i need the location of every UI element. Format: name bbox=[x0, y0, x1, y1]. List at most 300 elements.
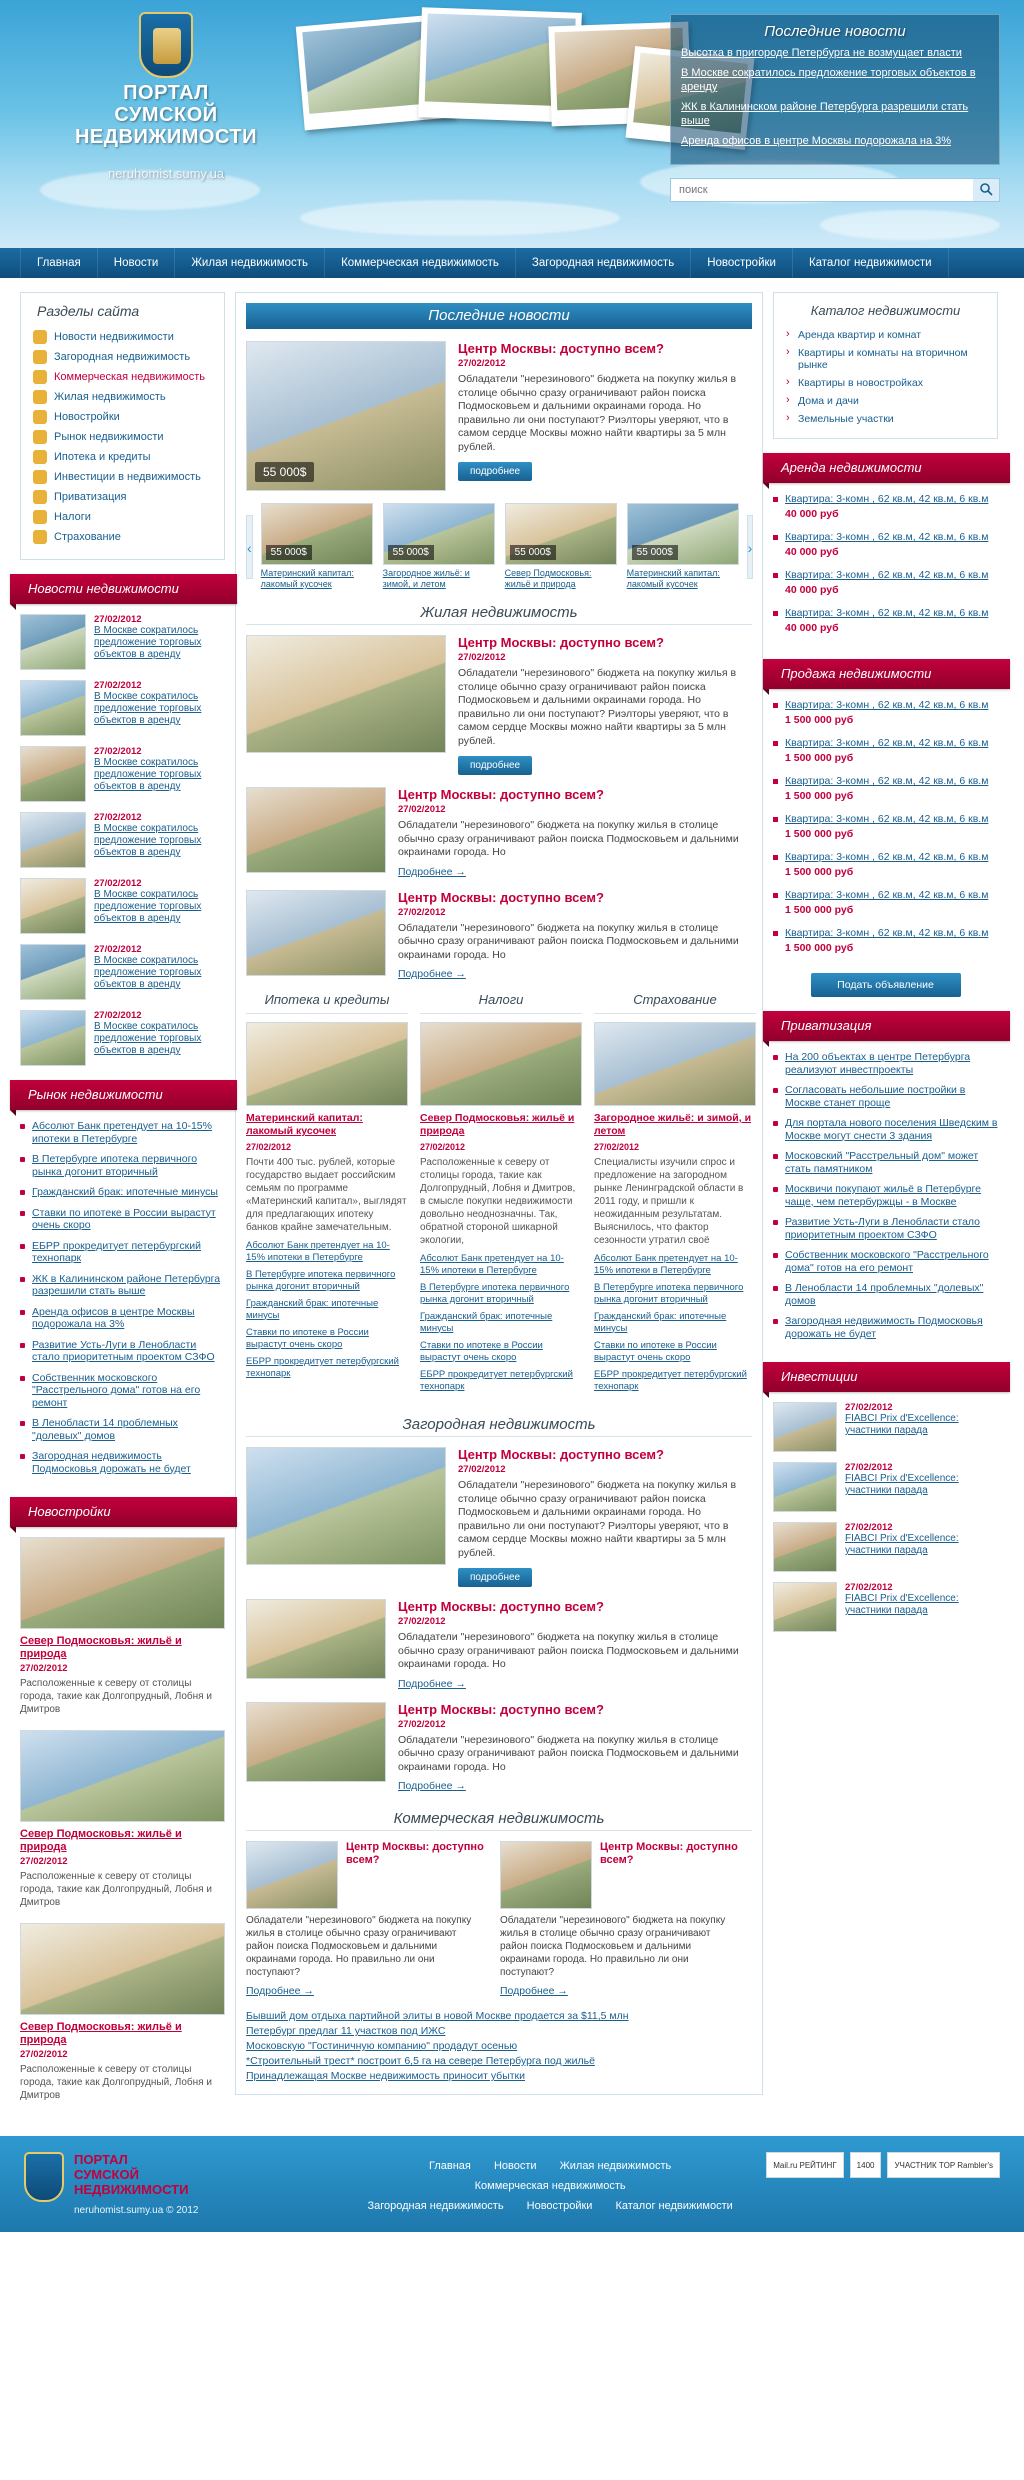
residential-lead-article[interactable] bbox=[246, 635, 752, 775]
footer-nav-newbuildings[interactable]: Новостройки bbox=[526, 2200, 593, 2212]
sale-offer[interactable] bbox=[773, 889, 998, 927]
offer-title[interactable]: Квартира: 3-комн , 62 кв.м, 42 кв.м, 6 кв.м bbox=[785, 737, 989, 749]
list-item[interactable]: В Петербурге ипотека первичного рынка догонит вторичный bbox=[246, 1269, 396, 1292]
rent-offer[interactable] bbox=[773, 493, 998, 531]
header-news-link[interactable]: Высотка в пригороде Петербурга не возмущает власти bbox=[681, 47, 962, 59]
list-item[interactable]: Ставки по ипотеке в России вырастут очень скоро bbox=[246, 1327, 369, 1350]
article-date: 27/02/2012 bbox=[398, 1616, 446, 1627]
nav-item-catalog[interactable]: Каталог недвижимости bbox=[793, 248, 949, 278]
list-item[interactable]: Гражданский брак: ипотечные минусы bbox=[420, 1311, 553, 1334]
read-more-link[interactable]: Подробнее → bbox=[398, 968, 466, 980]
list-item[interactable]: ЕБРР прокредитует петербургский технопарк bbox=[20, 1240, 225, 1273]
rent-offer[interactable] bbox=[773, 569, 998, 607]
rent-offer[interactable] bbox=[773, 607, 998, 645]
carousel-item[interactable] bbox=[383, 503, 495, 590]
list-item[interactable] bbox=[20, 878, 225, 934]
footer-nav-news[interactable]: Новости bbox=[493, 2160, 537, 2172]
counter-badge[interactable]: 1400 bbox=[850, 2152, 882, 2178]
newbuilding-title[interactable]: Север Подмосковья: жильё и природа bbox=[20, 1828, 182, 1853]
list-item[interactable]: На 200 объектах в центре Петербурга реализуют инвестпроекты bbox=[773, 1051, 998, 1084]
rent-heading: Аренда недвижимости bbox=[763, 453, 1010, 483]
news-title-link[interactable]: В Москве сократилось предложение торговых объектов в аренду bbox=[94, 757, 202, 792]
country-article[interactable] bbox=[246, 1702, 752, 1793]
offer-price: 1 500 000 руб bbox=[785, 866, 854, 878]
market-links-list bbox=[20, 1120, 225, 1483]
offer-title[interactable]: Квартира: 3-комн , 62 кв.м, 42 кв.м, 6 кв.м bbox=[785, 569, 989, 581]
sale-offer[interactable] bbox=[773, 737, 998, 775]
right-sidebar bbox=[773, 292, 998, 1642]
list-item[interactable]: Бывший дом отдыха партийной элиты в новой Москве продается за $11,5 млн bbox=[246, 2010, 629, 2022]
article-date: 27/02/2012 bbox=[458, 1464, 506, 1475]
news-date: 27/02/2012 bbox=[94, 812, 142, 823]
news-date: 27/02/2012 bbox=[94, 614, 142, 625]
header-latest-news-panel bbox=[670, 14, 1000, 165]
newbuilding-date: 27/02/2012 bbox=[20, 1663, 68, 1674]
article-text: Обладатели "нерезинового" бюджета на покупку жилья в столице обычно сразу ограничивают район поиска Подмосковьем и дальними окраинами города. Но bbox=[398, 819, 739, 858]
column-article-text: Почти 400 тыс. рублей, которые государство выдает российским семьям по программе «Материнский капитал», выглядят для предлагающих ипотеку банков крайне замечательным. bbox=[246, 1157, 407, 1233]
sale-offer[interactable] bbox=[773, 851, 998, 889]
footer-title-line-1: ПОРТАЛ bbox=[74, 2152, 128, 2167]
article-date: 27/02/2012 bbox=[398, 1718, 446, 1730]
article-image bbox=[246, 1447, 446, 1565]
taxes-heading: Налоги bbox=[420, 992, 582, 1014]
nav-item-country[interactable]: Загородная недвижимость bbox=[516, 248, 691, 278]
catalog-item-rent[interactable]: › Аренда квартир и комнат bbox=[784, 326, 987, 344]
commercial-heading: Коммерческая недвижимость bbox=[246, 1808, 752, 1831]
article-title: Центр Москвы: доступно всем? bbox=[398, 1701, 604, 1717]
news-date: 27/02/2012 bbox=[94, 746, 142, 757]
page-content bbox=[0, 278, 1024, 2136]
list-item[interactable]: Гражданский брак: ипотечные минусы bbox=[594, 1311, 727, 1334]
commercial-bottom-links bbox=[246, 2009, 752, 2084]
header-news-link[interactable]: Аренда офисов в центре Москвы подорожала на 3% bbox=[681, 135, 952, 147]
newbuilding-image bbox=[20, 1730, 225, 1822]
investment-date: 27/02/2012 bbox=[845, 1402, 893, 1413]
catalog-panel bbox=[773, 292, 998, 439]
footer-nav-commercial[interactable]: Коммерческая недвижимость bbox=[474, 2180, 626, 2192]
site-sections-panel bbox=[20, 292, 225, 560]
offer-title[interactable]: Квартира: 3-комн , 62 кв.м, 42 кв.м, 6 кв.м bbox=[785, 699, 989, 711]
nav-item-news[interactable]: Новости bbox=[98, 248, 176, 278]
investment-date: 27/02/2012 bbox=[845, 1522, 893, 1533]
carousel-caption[interactable]: Загородное жильё: и зимой, и летом bbox=[382, 568, 470, 589]
news-date: 27/02/2012 bbox=[94, 944, 142, 955]
offer-title[interactable]: Квартира: 3-комн , 62 кв.м, 42 кв.м, 6 кв.м bbox=[785, 889, 989, 901]
investment-title[interactable]: FIABCI Prix d'Excellence: участники парада bbox=[845, 1533, 959, 1556]
article-title: Центр Москвы: доступно всем? bbox=[398, 889, 604, 905]
offer-title[interactable]: Квартира: 3-комн , 62 кв.м, 42 кв.м, 6 кв.м bbox=[785, 927, 989, 939]
list-item[interactable]: ЖК в Калининском районе Петербурга разрешили стать выше bbox=[20, 1273, 225, 1306]
list-item[interactable] bbox=[20, 1010, 225, 1066]
nav-item-commercial[interactable]: Коммерческая недвижимость bbox=[325, 248, 516, 278]
site-url: neruhomist.sumy.ua bbox=[107, 166, 225, 181]
newbuilding-date: 27/02/2012 bbox=[20, 2049, 68, 2060]
coat-of-arms-icon bbox=[139, 12, 193, 78]
news-title-link[interactable]: В Москве сократилось предложение торговых объектов в аренду bbox=[94, 691, 202, 726]
footer-title-line-3: НЕДВИЖИМОСТИ bbox=[74, 2182, 189, 2197]
offer-price: 1 500 000 руб bbox=[785, 828, 854, 840]
read-more-button[interactable]: подробнее bbox=[458, 1568, 532, 1587]
offer-price: 1 500 000 руб bbox=[785, 790, 854, 802]
sidebar-item-country[interactable]: Загородная недвижимость bbox=[31, 347, 214, 367]
sale-offer[interactable] bbox=[773, 699, 998, 737]
carousel-caption[interactable]: Материнский капитал: лакомый кусочек bbox=[626, 568, 720, 589]
sidebar-item-news[interactable]: Новости недвижимости bbox=[31, 327, 214, 347]
list-item[interactable] bbox=[773, 1582, 998, 1632]
document-icon bbox=[33, 510, 47, 524]
read-more-button[interactable]: подробнее bbox=[458, 462, 532, 481]
mortgage-heading: Ипотека и кредиты bbox=[246, 992, 408, 1014]
news-title-link[interactable]: В Москве сократилось предложение торговых объектов в аренду bbox=[94, 889, 202, 924]
site-logo[interactable] bbox=[36, 12, 296, 181]
article-text: Обладатели "нерезинового" бюджета на покупку жилья в столице обычно сразу ограничивают район поиска Подмосковьем и дальними окраинами города. Но правильно ли они поступают? bbox=[246, 1915, 472, 1978]
list-item[interactable]: В Ленобласти 14 проблемных "долевых" домов bbox=[773, 1282, 998, 1315]
list-item[interactable]: Абсолют Банк претендует на 10-15% ипотеки в Петербурге bbox=[594, 1253, 738, 1276]
carousel-image bbox=[505, 503, 617, 565]
sidebar-item-privatization[interactable]: Приватизация bbox=[31, 487, 214, 507]
list-item[interactable] bbox=[20, 1730, 225, 1909]
article-text: Обладатели "нерезинового" бюджета на покупку жилья в столице обычно сразу ограничивают район поиска Подмосковьем и дальними окраинами города. Но bbox=[398, 1631, 739, 1670]
carousel-item[interactable] bbox=[505, 503, 617, 590]
news-title-link[interactable]: В Москве сократилось предложение торговых объектов в аренду bbox=[94, 1021, 202, 1056]
offer-title[interactable]: Квартира: 3-комн , 62 кв.м, 42 кв.м, 6 кв.м bbox=[785, 813, 989, 825]
list-item[interactable] bbox=[20, 1537, 225, 1716]
key-icon bbox=[33, 490, 47, 504]
investment-title[interactable]: FIABCI Prix d'Excellence: участники парада bbox=[845, 1473, 959, 1496]
news-thumbnail bbox=[20, 680, 86, 736]
residential-article[interactable] bbox=[246, 787, 752, 878]
list-item[interactable]: Собственник московского "Расстрельного дома" готов на его ремонт bbox=[20, 1372, 225, 1418]
newbuilding-title[interactable]: Север Подмосковья: жильё и природа bbox=[20, 1635, 182, 1660]
list-item[interactable]: ЕБРР прокредитует петербургский технопарк bbox=[420, 1369, 573, 1392]
list-item[interactable] bbox=[20, 1923, 225, 2102]
search-button[interactable] bbox=[973, 179, 999, 201]
coat-of-arms-icon bbox=[24, 2152, 64, 2202]
newbuilding-text: Расположенные к северу от столицы города, такие как Долгопрудный, Лобня и Дмитров bbox=[20, 1678, 212, 1715]
commercial-articles bbox=[246, 1841, 752, 1997]
list-item[interactable] bbox=[20, 812, 225, 868]
list-item[interactable]: Московскую "Гостиничную компанию" продадут осенью bbox=[246, 2040, 518, 2052]
chart-icon bbox=[33, 430, 47, 444]
submit-listing-button[interactable]: Подать объявление bbox=[811, 973, 961, 997]
list-item[interactable]: В Петербурге ипотека первичного рынка догонит вторичный bbox=[594, 1282, 744, 1305]
investment-date: 27/02/2012 bbox=[845, 1462, 893, 1473]
rambler-top-badge[interactable]: УЧАСТНИК TOP Rambler's bbox=[887, 2152, 1000, 2178]
list-item[interactable]: Гражданский брак: ипотечные минусы bbox=[246, 1298, 379, 1321]
article-title: Центр Москвы: доступно всем? bbox=[398, 787, 604, 802]
footer-title-line-2: СУМСКОЙ bbox=[74, 2167, 139, 2182]
list-item[interactable]: *Строительный трест* построит 6,5 га на севере Петербурга под жильё bbox=[246, 2055, 595, 2067]
column-image bbox=[246, 1022, 408, 1106]
list-item[interactable]: Загородная недвижимость Подмосковья дорожать не будет bbox=[773, 1315, 998, 1348]
newbuilding-text: Расположенные к северу от столицы города, такие как Долгопрудный, Лобня и Дмитров bbox=[20, 1871, 212, 1908]
sidebar-item-mortgage[interactable]: Ипотека и кредиты bbox=[31, 447, 214, 467]
left-sidebar bbox=[20, 292, 225, 2116]
crane-icon bbox=[33, 410, 47, 424]
read-more-button[interactable]: подробнее bbox=[458, 756, 532, 775]
article-text: Обладатели "нерезинового" бюджета на покупку жилья в столице обычно сразу ограничивают район поиска Подмосковьем и дальними окраинами города. Но bbox=[398, 1733, 739, 1773]
article-title: Центр Москвы: доступно всем? bbox=[458, 635, 664, 650]
sale-offer[interactable] bbox=[773, 775, 998, 813]
featured-image bbox=[246, 341, 446, 491]
footer-navigation[interactable] bbox=[354, 2152, 746, 2216]
search-icon bbox=[979, 182, 993, 196]
list-item[interactable]: В Ленобласти 14 проблемных "долевых" домов bbox=[20, 1417, 225, 1450]
sidebar-item-insurance[interactable]: Страхование bbox=[31, 527, 214, 547]
taxes-column bbox=[420, 992, 582, 1398]
list-item[interactable]: Развитие Усть-Луги в Ленобласти стало приоритетным проектом СЗФО bbox=[773, 1216, 998, 1249]
sidebar-item-investments[interactable]: Инвестиции в недвижимость bbox=[31, 467, 214, 487]
offer-title[interactable]: Квартира: 3-комн , 62 кв.м, 42 кв.м, 6 кв.м bbox=[785, 607, 989, 619]
list-item[interactable]: Развитие Усть-Луги в Ленобласти стало приоритетным проектом СЗФО bbox=[20, 1339, 225, 1372]
news-thumbnail bbox=[20, 614, 86, 670]
list-item[interactable]: Принадлежащая Москве недвижимость приносит убытки bbox=[246, 2070, 526, 2082]
mailru-rating-badge[interactable]: Mail.ru РЕЙТИНГ bbox=[766, 2152, 843, 2178]
offer-title[interactable]: Квартира: 3-комн , 62 кв.м, 42 кв.м, 6 кв.м bbox=[785, 531, 989, 543]
investment-thumbnail bbox=[773, 1522, 837, 1572]
nav-item-newbuildings[interactable]: Новостройки bbox=[691, 248, 793, 278]
news-icon bbox=[33, 330, 47, 344]
offer-price: 1 500 000 руб bbox=[785, 904, 854, 916]
column-article-date: 27/02/2012 bbox=[594, 1142, 640, 1152]
list-item[interactable]: Абсолют Банк претендует на 10-15% ипотеки в Петербурге bbox=[246, 1240, 390, 1263]
list-item[interactable]: В Петербурге ипотека первичного рынка догонит вторичный bbox=[20, 1153, 225, 1186]
column-image bbox=[594, 1022, 756, 1106]
search-box[interactable] bbox=[670, 178, 1000, 202]
article-text: Обладатели "нерезинового" бюджета на покупку жилья в столице обычно сразу ограничивают район поиска Подмосковьем и дальними окраинами города. Но правильно ли они поступают? bbox=[500, 1915, 726, 1978]
main-content-box bbox=[235, 292, 763, 2095]
footer-url: neruhomist.sumy.ua © 2012 bbox=[74, 2205, 199, 2216]
list-item[interactable]: Петербург предлаг 11 участков под ИЖС bbox=[246, 2025, 446, 2037]
list-item[interactable]: Гражданский брак: ипотечные минусы bbox=[20, 1186, 225, 1207]
list-item[interactable]: Загородная недвижимость Подмосковья дорожать не будет bbox=[20, 1450, 225, 1483]
news-title-link[interactable]: В Москве сократилось предложение торговых объектов в аренду bbox=[94, 625, 202, 660]
list-item[interactable]: В Петербурге ипотека первичного рынка догонит вторичный bbox=[420, 1282, 570, 1305]
article-text: Обладатели "нерезинового" бюджета на покупку жилья в столице обычно сразу ограничивают район поиска Подмосковьем и дальними окраинами города. Но правильно ли они поступают? Риэлторы уверяют, что в самом сердце Москвы можно найти квартиры за 5 млн рублей. bbox=[458, 1479, 737, 1559]
newbuilding-title[interactable]: Север Подмосковья: жильё и природа bbox=[20, 2021, 182, 2046]
footer-logo[interactable] bbox=[24, 2152, 334, 2216]
featured-date: 27/02/2012 bbox=[458, 358, 506, 369]
offer-price: 40 000 руб bbox=[785, 584, 839, 596]
list-item[interactable] bbox=[773, 1402, 998, 1452]
carousel-prev-button[interactable]: ‹ bbox=[246, 515, 253, 579]
article-title: Центр Москвы: доступно всем? bbox=[600, 1841, 738, 1866]
column-article-title[interactable]: Загородное жильё: и зимой, и летом bbox=[594, 1112, 752, 1137]
column-article-text: Расположенные к северу от столицы города, такие как Долгопрудный, Лобня и Дмитров, в смысле покупки недвижимости довольно неоднозначны. Так, обратной стороной шикарной экологии, bbox=[420, 1157, 576, 1246]
list-item[interactable] bbox=[773, 1462, 998, 1512]
building-icon bbox=[33, 370, 47, 384]
coins-icon bbox=[33, 450, 47, 464]
article-title: Центр Москвы: доступно всем? bbox=[458, 1447, 664, 1462]
site-title-line-1: ПОРТАЛ bbox=[123, 82, 209, 104]
list-item[interactable] bbox=[20, 614, 225, 670]
newbuilding-date: 27/02/2012 bbox=[20, 1856, 68, 1867]
investment-title[interactable]: FIABCI Prix d'Excellence: участники парада bbox=[845, 1593, 959, 1616]
country-lead-article[interactable] bbox=[246, 1447, 752, 1587]
residential-article[interactable] bbox=[246, 890, 752, 981]
article-date: 27/02/2012 bbox=[398, 906, 446, 918]
carousel-image bbox=[261, 503, 373, 565]
footer-counters bbox=[766, 2152, 1000, 2178]
header-news-link[interactable]: В Москве сократилось предложение торговых объектов в аренду bbox=[681, 67, 976, 93]
read-more-link[interactable]: Подробнее → bbox=[246, 1985, 314, 1997]
list-item[interactable] bbox=[20, 746, 225, 802]
list-item[interactable]: Ставки по ипотеке в России вырастут очень скоро bbox=[20, 1207, 225, 1240]
news-thumbnail bbox=[20, 812, 86, 868]
investment-title[interactable]: FIABCI Prix d'Excellence: участники парада bbox=[845, 1413, 959, 1436]
property-carousel[interactable] bbox=[246, 503, 752, 590]
read-more-link[interactable]: Подробнее → bbox=[500, 1985, 568, 1997]
offer-title[interactable]: Квартира: 3-комн , 62 кв.м, 42 кв.м, 6 кв.м bbox=[785, 493, 989, 505]
commercial-article[interactable] bbox=[246, 1841, 486, 1997]
offer-price: 1 500 000 руб bbox=[785, 752, 854, 764]
price-badge: 55 000$ bbox=[266, 545, 312, 560]
sidebar-item-newbuildings[interactable]: Новостройки bbox=[31, 407, 214, 427]
carousel-caption[interactable]: Материнский капитал: лакомый кусочек bbox=[260, 568, 354, 589]
newbuildings-heading: Новостройки bbox=[10, 1497, 237, 1527]
offer-price: 1 500 000 руб bbox=[785, 942, 854, 954]
carousel-image bbox=[627, 503, 739, 565]
article-date: 27/02/2012 bbox=[458, 652, 506, 663]
sale-heading: Продажа недвижимости bbox=[763, 659, 1010, 689]
list-item[interactable]: ЕБРР прокредитует петербургский технопарк bbox=[594, 1369, 747, 1392]
read-more-link[interactable]: Подробнее → bbox=[398, 865, 466, 878]
list-item[interactable]: Для портала нового поселения Шведским в Москве могут снести 3 здания bbox=[773, 1117, 998, 1150]
read-more-link[interactable]: Подробнее → bbox=[398, 1780, 466, 1792]
insurance-column bbox=[594, 992, 756, 1398]
column-article-title[interactable]: Материнский капитал: лакомый кусочек bbox=[246, 1112, 363, 1137]
offer-price: 1 500 000 руб bbox=[785, 714, 854, 726]
article-image bbox=[246, 635, 446, 753]
news-date: 27/02/2012 bbox=[94, 878, 142, 889]
catalog-item-newbuild[interactable]: › Квартиры в новостройках bbox=[784, 374, 987, 392]
price-badge: 55 000$ bbox=[388, 545, 434, 560]
article-image bbox=[246, 1702, 386, 1782]
list-item[interactable]: Ставки по ипотеке в России вырастут очень скоро bbox=[594, 1340, 717, 1363]
carousel-image bbox=[383, 503, 495, 565]
search-input[interactable] bbox=[671, 179, 973, 201]
shield-icon bbox=[33, 530, 47, 544]
sale-offer[interactable] bbox=[773, 813, 998, 851]
three-column-sections bbox=[246, 992, 752, 1398]
carousel-next-button[interactable]: › bbox=[747, 515, 754, 579]
catalog-item-secondary[interactable]: › Квартиры и комнаты на вторичном рынке bbox=[784, 344, 987, 374]
sale-offer[interactable] bbox=[773, 927, 998, 965]
offer-price: 40 000 руб bbox=[785, 508, 839, 520]
investment-thumbnail bbox=[773, 1462, 837, 1512]
main-navigation[interactable] bbox=[0, 248, 1024, 278]
list-item[interactable]: Москвичи покупают жильё в Петербурге чаще, чем петербуржцы - в Москве bbox=[773, 1183, 998, 1216]
column-article-date: 27/02/2012 bbox=[420, 1142, 466, 1152]
carousel-item[interactable] bbox=[627, 503, 739, 590]
footer-nav-country[interactable]: Загородная недвижимость bbox=[367, 2200, 504, 2212]
sidebar-item-residential[interactable]: Жилая недвижимость bbox=[31, 387, 214, 407]
news-thumbnail bbox=[20, 1010, 86, 1066]
left-news-heading: Новости недвижимости bbox=[10, 574, 237, 604]
investments-heading: Инвестиции bbox=[763, 1362, 1010, 1392]
newbuilding-image bbox=[20, 1537, 225, 1629]
list-item[interactable]: Московский "Расстрельный дом" может стать памятником bbox=[773, 1150, 998, 1183]
carousel-item[interactable] bbox=[261, 503, 373, 590]
investment-thumbnail bbox=[773, 1582, 837, 1632]
nav-item-home[interactable]: Главная bbox=[20, 248, 98, 278]
commercial-article[interactable] bbox=[500, 1841, 740, 1997]
mortgage-column bbox=[246, 992, 408, 1398]
sidebar-item-taxes[interactable]: Налоги bbox=[31, 507, 214, 527]
sidebar-item-market[interactable]: Рынок недвижимости bbox=[31, 427, 214, 447]
article-image bbox=[246, 890, 386, 976]
price-badge: 55 000$ bbox=[510, 545, 556, 560]
offer-title[interactable]: Квартира: 3-комн , 62 кв.м, 42 кв.м, 6 кв.м bbox=[785, 851, 989, 863]
header-news-link[interactable]: ЖК в Калининском районе Петербурга разрешили стать выше bbox=[681, 101, 969, 127]
investment-date: 27/02/2012 bbox=[845, 1582, 893, 1593]
featured-article[interactable] bbox=[246, 341, 752, 491]
list-item[interactable]: Ставки по ипотеке в России вырастут очень скоро bbox=[420, 1340, 543, 1363]
house-icon bbox=[33, 350, 47, 364]
privatization-links bbox=[773, 1051, 998, 1348]
apartment-icon bbox=[33, 390, 47, 404]
column-article-text: Специалисты изучили спрос и предложение на загородном рынке Ленинградской области в 2011 году, и пришли к неожиданным результатам. Выяснилось, что фактор сезонности утратил своё bbox=[594, 1157, 744, 1246]
footer-nav-home[interactable]: Главная bbox=[429, 2160, 471, 2172]
site-sections-title: Разделы сайта bbox=[37, 303, 140, 319]
read-more-link[interactable]: Подробнее → bbox=[398, 1677, 466, 1690]
footer-nav-catalog[interactable]: Каталог недвижимости bbox=[615, 2200, 733, 2212]
news-date: 27/02/2012 bbox=[94, 680, 142, 691]
list-item[interactable] bbox=[20, 680, 225, 736]
column-article-date: 27/02/2012 bbox=[246, 1142, 292, 1152]
header-latest-news-title: Последние новости bbox=[764, 23, 906, 40]
article-text: Обладатели "нерезинового" бюджета на покупку жилья в столице обычно сразу ограничивают район поиска Подмосковьем и дальними окраинами города. Но правильно ли они поступают? Риэлторы уверяют, что в самом сердце Москвы можно найти квартиры за 5 млн рублей. bbox=[458, 667, 737, 747]
list-item[interactable] bbox=[773, 1522, 998, 1572]
list-item[interactable] bbox=[20, 944, 225, 1000]
catalog-item-houses[interactable]: › Дома и дачи bbox=[784, 392, 987, 410]
list-item[interactable]: Аренда офисов в центре Москвы подорожала на 3% bbox=[20, 1306, 225, 1339]
list-item[interactable]: Согласовать небольшие постройки в Москве станет проще bbox=[773, 1084, 998, 1117]
newbuilding-image bbox=[20, 1923, 225, 2015]
rent-offer[interactable] bbox=[773, 531, 998, 569]
insurance-heading: Страхование bbox=[594, 992, 756, 1014]
column-image bbox=[420, 1022, 582, 1106]
article-image bbox=[246, 787, 386, 873]
price-badge: 55 000$ bbox=[255, 462, 314, 482]
newbuilding-text: Расположенные к северу от столицы города, такие как Долгопрудный, Лобня и Дмитров bbox=[20, 2064, 212, 2101]
latest-news-heading: Последние новости bbox=[246, 303, 752, 329]
news-title-link[interactable]: В Москве сократилось предложение торговых объектов в аренду bbox=[94, 955, 202, 990]
list-item[interactable]: ЕБРР прокредитует петербургский технопарк bbox=[246, 1356, 399, 1379]
residential-heading: Жилая недвижимость bbox=[246, 602, 752, 625]
list-item[interactable]: Абсолют Банк претендует на 10-15% ипотеки в Петербурге bbox=[420, 1253, 564, 1276]
article-image bbox=[246, 1599, 386, 1679]
country-article[interactable] bbox=[246, 1599, 752, 1690]
catalog-item-land[interactable]: › Земельные участки bbox=[784, 410, 987, 428]
country-heading: Загородная недвижимость bbox=[246, 1414, 752, 1437]
carousel-caption[interactable]: Север Подмосковья: жильё и природа bbox=[504, 568, 592, 589]
news-title-link[interactable]: В Москве сократилось предложение торговых объектов в аренду bbox=[94, 823, 202, 858]
column-article-title[interactable]: Север Подмосковья: жильё и природа bbox=[420, 1112, 575, 1137]
article-title: Центр Москвы: доступно всем? bbox=[346, 1841, 484, 1866]
news-date: 27/02/2012 bbox=[94, 1010, 142, 1021]
list-item[interactable]: Собственник московского "Расстрельного дома" готов на его ремонт bbox=[773, 1249, 998, 1282]
footer-nav-residential[interactable]: Жилая недвижимость bbox=[559, 2160, 672, 2172]
news-thumbnail bbox=[20, 878, 86, 934]
site-title-line-2: СУМСКОЙ bbox=[114, 104, 218, 126]
nav-item-residential[interactable]: Жилая недвижимость bbox=[175, 248, 325, 278]
offer-title[interactable]: Квартира: 3-комн , 62 кв.м, 42 кв.м, 6 кв.м bbox=[785, 775, 989, 787]
investment-thumbnail bbox=[773, 1402, 837, 1452]
sidebar-item-commercial[interactable]: Коммерческая недвижимость bbox=[31, 367, 214, 387]
article-title: Центр Москвы: доступно всем? bbox=[398, 1599, 604, 1614]
list-item[interactable]: Абсолют Банк претендует на 10-15% ипотеки в Петербурге bbox=[20, 1120, 225, 1153]
